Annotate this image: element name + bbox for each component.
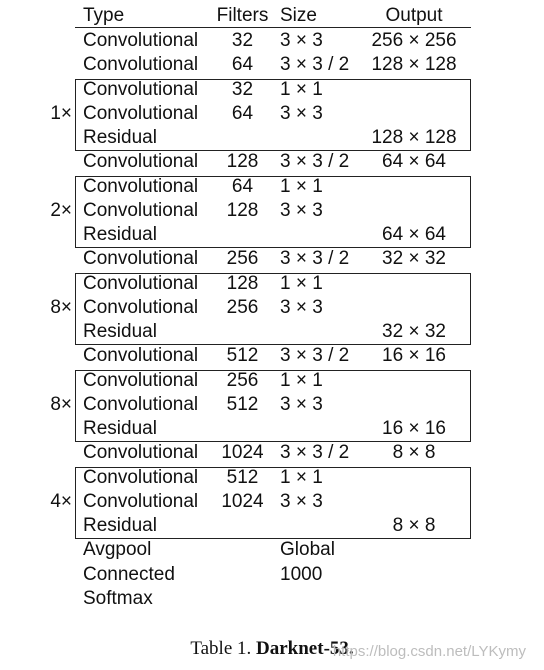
cell-size: 3 × 3	[280, 102, 323, 124]
cell-type: Residual	[83, 418, 157, 439]
cell-size: 3 × 3 / 2	[280, 151, 350, 173]
cell-size: 1 × 1	[280, 466, 323, 488]
cell-size: 1000	[280, 563, 323, 585]
block-repeat-multiplier: 8×	[50, 296, 72, 318]
table-row	[0, 53, 544, 77]
cell-type: Convolutional	[83, 369, 199, 391]
table-header-row	[0, 4, 544, 28]
cell-output: 256 × 256	[371, 30, 457, 51]
cell-filters: 256	[226, 296, 259, 318]
table-row	[0, 538, 544, 562]
cell-type: Convolutional	[83, 248, 199, 270]
cell-type: Convolutional	[83, 175, 199, 197]
cell-size: 3 × 3 / 2	[280, 345, 350, 367]
residual-block-box	[75, 273, 471, 346]
cell-size: 3 × 3 / 2	[280, 248, 350, 270]
cell-size: 1 × 1	[280, 272, 323, 294]
residual-block-box	[75, 467, 471, 540]
cell-output: 32 × 32	[382, 248, 446, 270]
cell-type: Softmax	[83, 587, 153, 609]
watermark: https://blog.csdn.net/LYKymy	[332, 643, 526, 660]
cell-filters: 512	[226, 466, 259, 488]
cell-type: Convolutional	[83, 199, 199, 221]
cell-type: Convolutional	[83, 442, 199, 464]
cell-size: 3 × 3 / 2	[280, 442, 350, 464]
cell-type: Convolutional	[83, 393, 199, 415]
cell-type: Connected	[83, 563, 175, 585]
cell-output: 64 × 64	[382, 224, 446, 245]
cell-filters: 1024	[221, 490, 264, 512]
cell-filters: 256	[226, 369, 259, 391]
cell-size: Global	[280, 539, 335, 561]
header-size: Size	[280, 5, 317, 26]
residual-block-box	[75, 176, 471, 249]
table-row	[0, 344, 544, 368]
residual-block-box	[75, 370, 471, 443]
table-row	[0, 150, 544, 174]
caption-prefix: Table 1.	[190, 638, 252, 659]
table-row	[0, 247, 544, 271]
cell-output: 128 × 128	[371, 54, 457, 76]
cell-size: 1 × 1	[280, 78, 323, 100]
cell-type: Convolutional	[83, 102, 199, 124]
cell-filters: 512	[226, 345, 259, 367]
cell-filters: 64	[231, 175, 254, 197]
residual-block-box	[75, 79, 471, 152]
cell-type: Residual	[83, 515, 157, 536]
cell-size: 3 × 3 / 2	[280, 54, 350, 76]
cell-type: Convolutional	[83, 490, 199, 512]
block-repeat-multiplier: 1×	[50, 102, 72, 124]
cell-filters: 64	[231, 54, 254, 76]
cell-type: Convolutional	[83, 78, 199, 100]
cell-filters: 64	[231, 102, 254, 124]
cell-type: Residual	[83, 321, 157, 342]
cell-type: Residual	[83, 127, 157, 148]
cell-filters: 256	[226, 248, 259, 270]
cell-filters: 128	[226, 199, 259, 221]
cell-filters: 128	[226, 151, 259, 173]
cell-type: Residual	[83, 224, 157, 245]
cell-size: 3 × 3	[280, 490, 323, 512]
cell-type: Convolutional	[83, 466, 199, 488]
cell-output: 64 × 64	[382, 151, 446, 173]
block-repeat-multiplier: 4×	[50, 490, 72, 512]
cell-type: Convolutional	[83, 30, 199, 51]
caption-title: Darknet-53.	[256, 638, 354, 659]
cell-type: Convolutional	[83, 345, 199, 367]
header-output: Output	[385, 5, 443, 26]
cell-type: Convolutional	[83, 296, 199, 318]
cell-size: 3 × 3	[280, 296, 323, 318]
cell-filters: 32	[231, 30, 254, 51]
header-filters: Filters	[216, 5, 269, 26]
cell-size: 3 × 3	[280, 393, 323, 415]
cell-size: 3 × 3	[280, 199, 323, 221]
table-row	[0, 563, 544, 587]
cell-filters: 128	[226, 272, 259, 294]
cell-filters: 32	[231, 78, 254, 100]
cell-output: 8 × 8	[392, 515, 436, 536]
cell-output: 16 × 16	[382, 418, 446, 439]
cell-output: 32 × 32	[382, 321, 446, 342]
cell-type: Convolutional	[83, 54, 199, 76]
cell-type: Avgpool	[83, 539, 152, 561]
table-row	[0, 441, 544, 465]
cell-type: Convolutional	[83, 151, 199, 173]
header-type: Type	[83, 5, 125, 26]
table-row	[0, 29, 544, 53]
cell-filters: 1024	[221, 442, 264, 464]
cell-output: 8 × 8	[392, 442, 436, 464]
cell-size: 3 × 3	[280, 30, 323, 51]
block-repeat-multiplier: 8×	[50, 393, 72, 415]
cell-output: 16 × 16	[382, 345, 446, 367]
cell-output: 128 × 128	[371, 127, 457, 148]
cell-filters: 512	[226, 393, 259, 415]
header-rule	[75, 27, 471, 28]
table-row	[0, 587, 544, 611]
cell-type: Convolutional	[83, 272, 199, 294]
block-repeat-multiplier: 2×	[50, 199, 72, 221]
cell-size: 1 × 1	[280, 175, 323, 197]
cell-size: 1 × 1	[280, 369, 323, 391]
